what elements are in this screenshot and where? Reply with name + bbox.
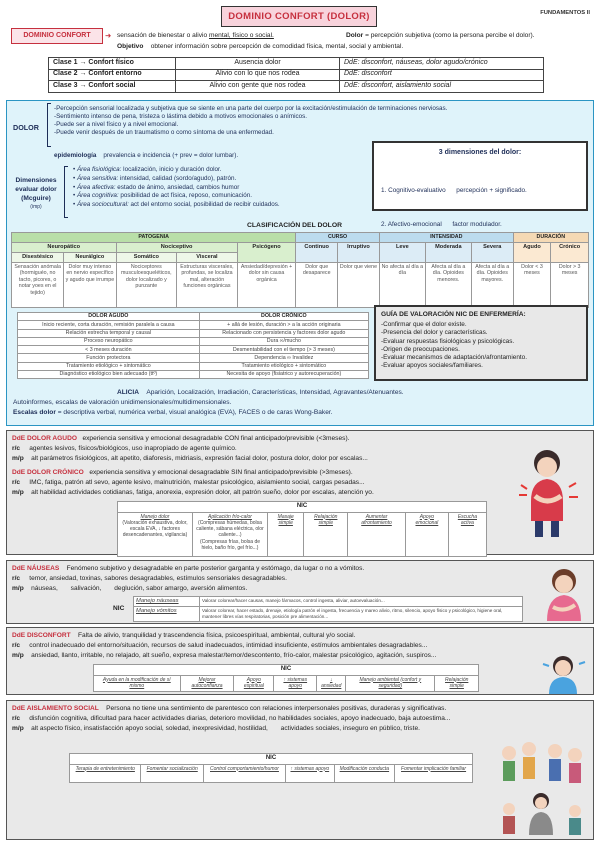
nic-cell: Fomentar socialización [141, 764, 203, 782]
cell: Dura ∞/mucho [199, 337, 368, 345]
col-header: Agudo [513, 242, 551, 262]
nic-cell: Manejo ambiental (confort y seguridad) [346, 675, 435, 691]
col-header: Nociceptivo [116, 242, 237, 252]
class-name: Clase 2 → Confort entorno [49, 69, 176, 81]
nausea-mp: m/p náuseas, salivación, deglución, sabor amargo, aversión alimentos. [12, 585, 248, 592]
sub-header: Visceral [177, 252, 238, 262]
class-dde: DdE: disconfort [340, 69, 544, 81]
guide-item: -Evaluar mecanismos de adaptación/afrontamiento. [381, 353, 527, 361]
group-curso: CURSO [296, 233, 380, 243]
class-cell: Dolor muy intenso en nervio específico y agudo que irrumpe [64, 262, 116, 307]
cell: Relación estrecha temporal y causal [18, 329, 200, 337]
area-item: • Área cognitiva: posibilidad de act física, reposo, comunicación. [73, 192, 252, 200]
guide-item: -Evaluar apoyos sociales/familiares. [381, 362, 483, 370]
sub-header: Neurálgico [64, 252, 116, 262]
pain-bullet: -Percepción sensorial localizada y subjetiva que se siente en una parte del cuerpo por la excitación/estimulación de terminaciones nerviosas. [54, 105, 448, 112]
cell: Diagnóstico etiológico bien adecuado (ttº) [18, 371, 200, 379]
acute-rc: r/c agentes lesivos, físicos/biológicos, uso inapropiado de agente químico. [12, 445, 237, 452]
isolation-rc: r/c disfunción cognitiva, dificultad para hacer actividades diarias, deterioro movilidad, no habilidades sociales, apoyo inadecuado, baja autoestima... [12, 715, 451, 722]
nic-cell: Aplicación frío-calor (Compresas húmedas, bolsa caliente, sábana eléctrica, olor caliente...) (Compresas frías, bolsa de hielo, baño frío, gel frío...) [193, 512, 268, 556]
class-cell: Afecta al día a día. Opioides mayores. [471, 262, 513, 307]
cell: + allá de lesión, duración > a la acción originaria [199, 321, 368, 329]
dominio-confort-badge: DOMINIO CONFORT [11, 28, 103, 44]
cell: < 3 meses duración [18, 346, 200, 354]
nic-cell: Control comportamiento/humor [203, 764, 285, 782]
dimensions-label: Dimensiones evaluar dolor (Mcguire) (imp) [15, 177, 57, 210]
classification-table [11, 232, 589, 308]
group-duracion: DURACIÓN [513, 233, 588, 243]
col-header: Irruptivo [338, 242, 380, 262]
guide-item: -Confirmar que el dolor existe. [381, 321, 467, 329]
three-dimensions-box [372, 141, 588, 228]
group-patogenia: PATOGENIA [12, 233, 296, 243]
nic-pain-table [117, 501, 487, 557]
bracket [64, 166, 68, 218]
area-item: • Área sociocultural: act del entorno social, posibilidad de recibir cuidados. [73, 201, 280, 209]
arrow-icon: ➜ [105, 31, 112, 40]
class-row [49, 69, 544, 81]
group-intensidad: INTENSIDAD [379, 233, 513, 243]
classification-title: CLASIFICACIÓN DEL DOLOR [247, 222, 343, 229]
crying-child-illustration [539, 652, 587, 694]
h-cronico: DOLOR CRÓNICO [199, 313, 368, 321]
sub-header: Disestésico [12, 252, 64, 262]
nic-cell: Aumentar afrontamiento [348, 512, 406, 556]
pain-section [6, 100, 594, 426]
cell: Proceso neuropático [18, 337, 200, 345]
class-cell: Nociceptores musculoesqueléticos, dolor localizado y punzante [116, 262, 177, 307]
guide-item: -Evaluar respuestas fisiológicas y psicológicas. [381, 337, 515, 345]
sick-child-illustration [539, 563, 589, 623]
nursing-guide-box [374, 305, 588, 381]
dimension-item: 1. Cognitivo-evaluativo percepción + significado. [381, 187, 527, 195]
col-header: Continuo [296, 242, 338, 262]
nic-cell: ↑ sistemas apoyo [274, 675, 317, 691]
cell: Tratamiento etiológico + sintomático [199, 362, 368, 370]
col-header: Leve [379, 242, 425, 262]
class-cell: Afecta al día a día. Opioides menores. [425, 262, 471, 307]
area-item: • Área afectiva: estado de ánimo, ansiedad, cambios humor [73, 183, 240, 191]
objective: Objetivo obtener información sobre percepción de comodidad física, mental, social y ambiental. [117, 43, 404, 50]
acute-chronic-block [6, 430, 594, 555]
nic-cell: Apoyo espiritual [234, 675, 274, 691]
nic-cell: Modificación conducta [334, 764, 395, 782]
pain-bullets [54, 105, 594, 136]
nausea-block [6, 560, 594, 624]
nic-key: Manejo náuseas [134, 597, 200, 607]
nic-cell: ↑ sistemas apoyo [286, 764, 335, 782]
col-header: Neuropático [12, 242, 117, 252]
dimension-item: 2. Afectivo-emocional factor modulador. [381, 220, 502, 228]
social-isolation-block [6, 700, 594, 840]
nic-cell: Apoyo emocional [405, 512, 448, 556]
nic-cell: Manejo dolor (Valoración exhaustiva, dolor, escala EVA, ↓ factores desencadenantes, vigilancia) [118, 512, 193, 556]
guide-item: -Presencia del dolor y características. [381, 329, 488, 337]
subject-label: FUNDAMENTOS II [540, 10, 590, 16]
discomfort-block [6, 627, 594, 695]
nic-discomfort-table [93, 664, 479, 692]
cell: Dependencia ∞ Invalidez [199, 354, 368, 362]
nic-cell: ↓ ansiedad [317, 675, 346, 691]
pain-bullet: -Puede ser a nivel físico y a nivel emocional. [54, 120, 179, 128]
pain-definition: Dolor = percepción subjetiva (como la persona percibe el dolor). [346, 32, 535, 39]
class-row [49, 58, 544, 70]
isolation-mp: m/p alt aspecto físico, insatisfacción apoyo social, soledad, inexpresividad, hostilidad, actividades sociales, inseguro en público, triste. [12, 725, 420, 732]
discomfort-mp: m/p ansiedad, llanto, irritable, no relajado, alt sueño, expresa malestar/temor/descontento, frío-calor, malestar psicológico, agitación, suspiros... [12, 652, 437, 659]
area-item: • Área sensitiva: intensidad, calidad (sordo/agudo), patrón. [73, 174, 237, 182]
nic-title: NIC [70, 754, 473, 765]
bracket [47, 103, 51, 147]
nic-isolation-table [69, 753, 473, 783]
cell: Tratamiento etiológico + sintomático [18, 362, 200, 370]
col-header: Severa [471, 242, 513, 262]
acute-chronic-table [17, 312, 369, 379]
three-dimensions-title: 3 dimensiones del dolor: [438, 149, 522, 156]
class-dde: DdE: disconfort, aislamiento social [340, 81, 544, 93]
class-desc: Alivio con gente que nos rodea [176, 81, 340, 93]
guide-title: GUÍA DE VALORACIÓN NIC DE ENFERMERÍA: [381, 311, 526, 318]
nic-cell: Ayuda en la modificación de sí mismo [94, 675, 181, 691]
cell: Relacionado con persistencia y factores dolor agudo [199, 329, 368, 337]
nausea-rc: r/c temor, ansiedad, toxinas, sabores desagradables, estímulos sensoriales desagradables. [12, 575, 287, 582]
class-cell: Dolor < 3 meses [513, 262, 551, 307]
nic-value: Valorar colorear/hacer causas, manejo fármacos, control ingesta, aliviar, autoevaluación... [200, 597, 523, 607]
pain-label: DOLOR [13, 123, 39, 132]
col-header: Moderada [425, 242, 471, 262]
nic-cell: Fomentar implicación familiar [395, 764, 473, 782]
guide-item: -Origen de preocupaciones. [381, 345, 460, 353]
dimension-areas [73, 166, 393, 210]
pain-scales: Escalas dolor = descriptiva verbal, numérica verbal, visual analógica (EVA), FACES o de caras Wong-Baker. [13, 409, 333, 416]
chronic-rc: r/c IMC, fatiga, patrón atl sevo, agente lesivo, malnutrición, malestar psicológico, aislamiento social, cargas pesadas... [12, 479, 365, 486]
col-header: Crónico [551, 242, 589, 262]
h-agudo: DOLOR AGUDO [18, 313, 200, 321]
cell: Desmentabilidad con el tiempo (> 3 meses) [199, 346, 368, 354]
cell: Necesita de apoyo (fisiatrico y autorecuperación) [199, 371, 368, 379]
col-header: Psicógeno [237, 242, 296, 262]
class-cell: Dolor que viene [338, 262, 380, 307]
class-row [49, 81, 544, 93]
nic-title: NIC [118, 502, 487, 513]
acute-mp: m/p alt parámetros fisiológicos, alt apetito, diaforesis, midriasis, expresión facial dolor, postura dolor, dolor por escalas... [12, 455, 368, 462]
cell: Función protectora [18, 354, 200, 362]
woman-pain-illustration [517, 441, 581, 541]
class-cell: No afecta al día a día [379, 262, 425, 307]
chronic-title-line: DdE DOLOR CRÓNICO experiencia sensitiva y emocional desagradable SIN final anticipado/previsible (>3meses). [12, 469, 353, 476]
epidemiology: epidemiología prevalencia e incidencia (+ prev = dolor lumbar). [54, 152, 239, 159]
nic-title: NIC [94, 665, 479, 676]
pain-bullet: -Sentimiento intenso de pena, tristeza o lástima debido a motivos emocionales o anímicos. [54, 112, 308, 120]
pain-bullet: -Puede venir después de un traumatismo o como síntoma de una enfermedad. [54, 128, 274, 136]
nic-nausea-table [133, 596, 523, 622]
chronic-mp: m/p alt habilidad actividades cotidianas, fatiga, anorexia, expresión dolor, alt patrón sueño, dolor por escalas, atención yo. [12, 489, 374, 496]
alicia: ALICIA Aparición, Localización, Irradiación, Características, Intensidad, Agravantes/Atenuantes. [117, 389, 404, 396]
cell: Inicio reciente, corta duración, remisión paralela a causa [18, 321, 200, 329]
class-cell: Dolor > 3 meses [551, 262, 589, 307]
nic-cell: Mejorar autoconfianza [180, 675, 234, 691]
dominio-definition: sensación de bienestar o alivio mental, físico o social. [117, 32, 274, 39]
class-desc: Alivio con lo que nos rodea [176, 69, 340, 81]
nic-cell: Relajación simple [304, 512, 348, 556]
discomfort-rc: r/c control inadecuado del entorno/situación, recursos de salud inadecuados, intimidad insuficiente, estímulos ambientales desagradables... [12, 642, 428, 649]
nic-cell: Masaje simple [268, 512, 304, 556]
class-cell: Sensación anómala (hormiguéo, no tacto, picores, o notar yoes en el tejido) [12, 262, 64, 307]
sub-header: Somático [116, 252, 177, 262]
nic-key: Manejo vómitos [134, 607, 200, 621]
class-name: Clase 1 → Confort físico [49, 58, 176, 70]
nic-label: NIC [113, 605, 125, 612]
isolated-group-illustration [495, 739, 589, 839]
nausea-title-line: DdE NÁUSEAS Fenómeno subjetivo y desagradable en parte posterior garganta y estómago, da lugar o no a vómitos. [12, 565, 365, 572]
class-name: Clase 3 → Confort social [49, 81, 176, 93]
nic-cell: Escucha activa [448, 512, 486, 556]
isolation-title-line: DdE AISLAMIENTO SOCIAL Persona no tiene una sentimiento de parentesco con relaciones interpersonales positivas, duraderas y significativas. [12, 705, 447, 712]
area-item: • Área fisiológica: localización, inicio y duración dolor. [73, 166, 222, 173]
discomfort-title-line: DdE DISCONFORT Falta de alivio, tranquilidad y trascendencia física, psicoespiritual, ambiental, cultural y/o social. [12, 632, 356, 639]
class-desc: Ausencia dolor [176, 58, 340, 70]
class-dde: DdE: disconfort, náuseas, dolor agudo/crónico [340, 58, 544, 70]
autoinformes: Autoinformes, escalas de valoración unidimensionales/multidimensionales. [13, 399, 232, 406]
page-title: DOMINIO CONFORT (DOLOR) [221, 6, 377, 27]
classes-table [48, 57, 544, 93]
acute-title-line: DdE DOLOR AGUDO experiencia sensitiva y emocional desagradable CON final anticipado/previsible (<3meses). [12, 435, 350, 442]
nic-cell: Terapia de entretenimiento [70, 764, 141, 782]
class-cell: Ansiedad/depresión + dolor sin causa orgánica [237, 262, 296, 307]
nic-cell: Relajación simple [435, 675, 479, 691]
class-cell: Dolor que desaparece [296, 262, 338, 307]
class-cell: Estructuras viscerales, profundas, se localiza mal, alteración funciones orgánicas [177, 262, 238, 307]
nic-value: Valorar colorear, hacer estado, drenaje, etiología patrón el ingesta, frecuencia y mareo alivio, ritmo, silencio, apoyo físico y psicológico, higiene oral, mantener libres vías respiratorias, posición pre alimentación... [200, 607, 523, 621]
